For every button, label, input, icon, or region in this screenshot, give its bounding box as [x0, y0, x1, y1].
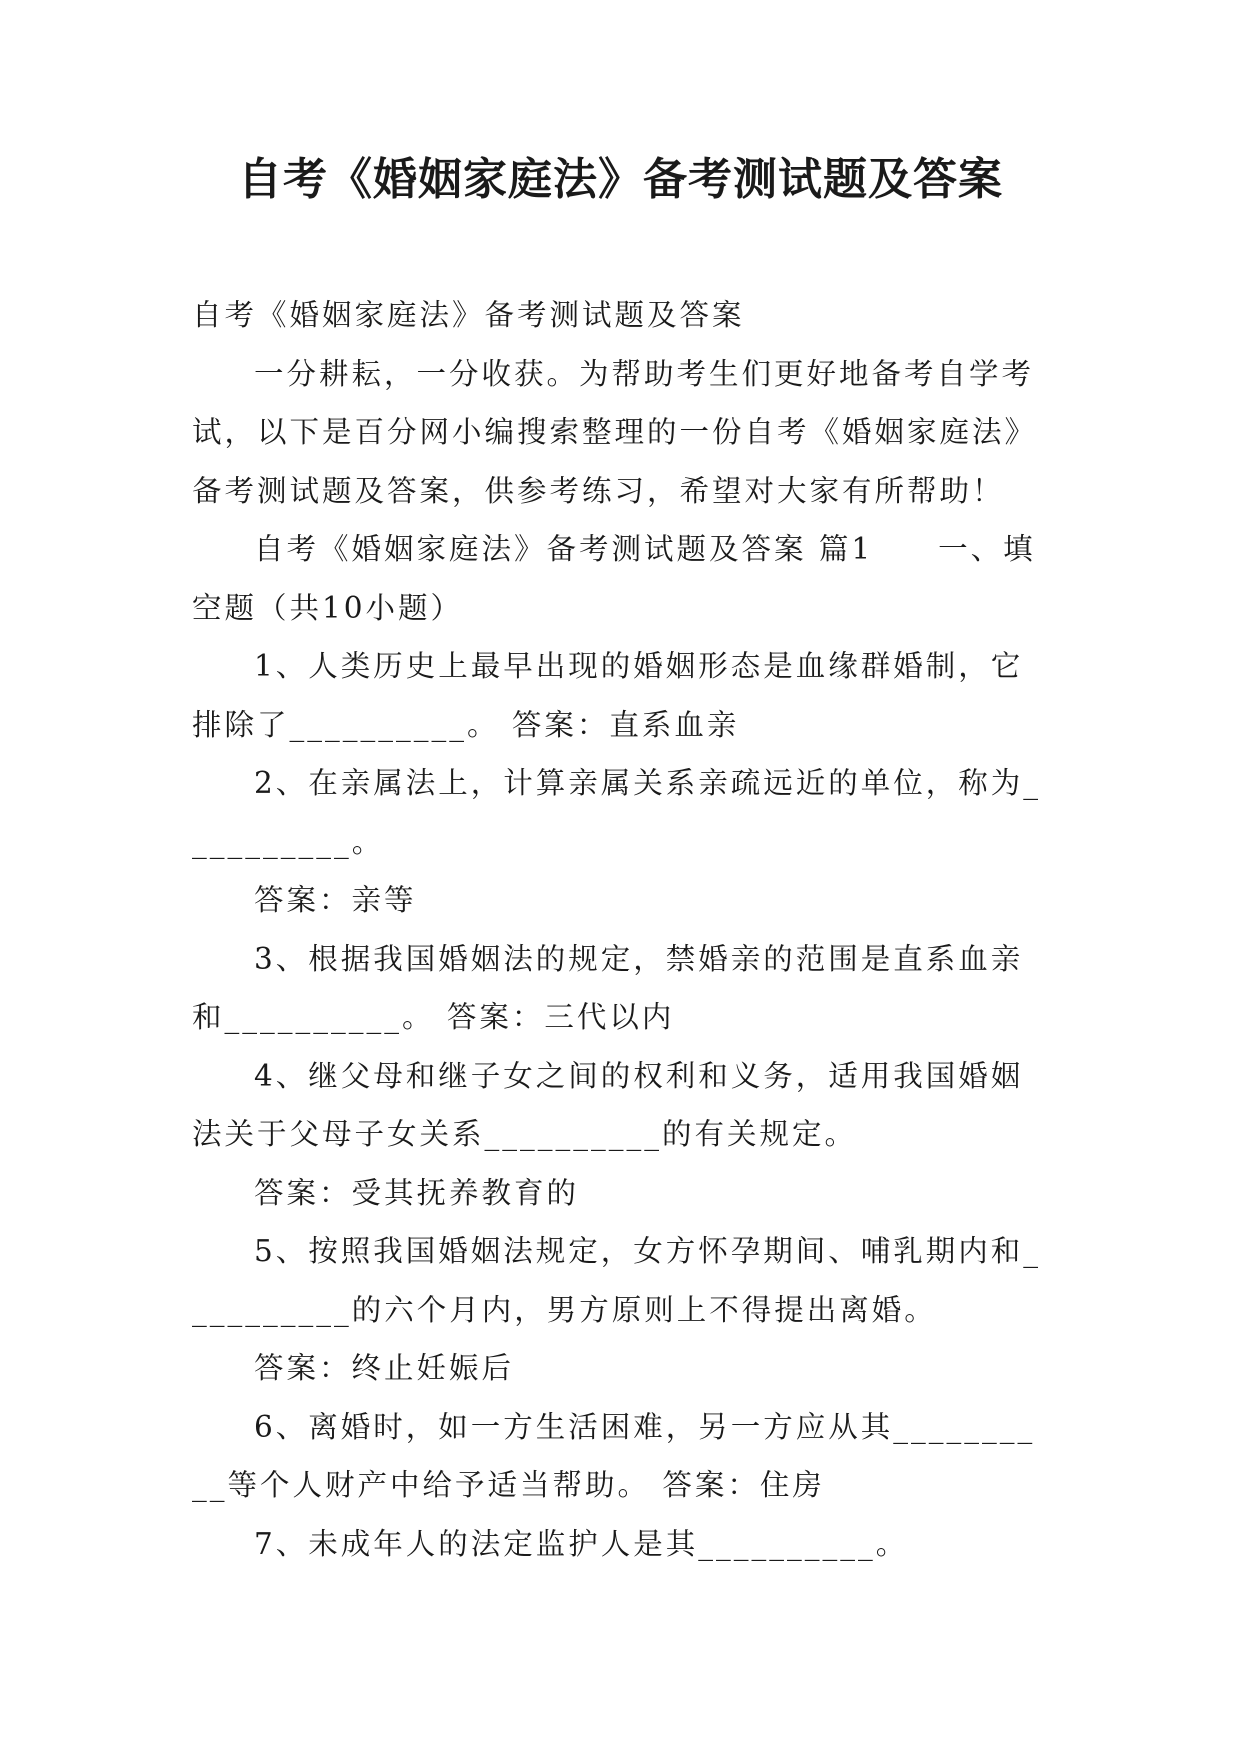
answer-2: 答案：亲等 — [254, 883, 417, 917]
paragraph-section-title: 自考《婚姻家庭法》备考测试题及答案 篇1 一、填空题（共10小题） — [192, 532, 1036, 625]
question-5: 5、按照我国婚姻法规定，女方怀孕期间、哺乳期内和__________的六个月内，男方原则上不得提出离婚。 — [192, 1234, 1042, 1327]
paragraph-heading: 自考《婚姻家庭法》备考测试题及答案 — [192, 298, 745, 332]
answer-4: 答案：受其抚养教育的 — [254, 1175, 580, 1210]
question-1: 1、人类历史上最早出现的婚姻形态是血缘群婚制，它排除了__________。 答案：直系血亲 — [192, 649, 1024, 742]
question-7: 7、未成年人的法定监护人是其__________。 — [254, 1526, 909, 1561]
question-4: 4、继父母和继子女之间的权利和义务，适用我国婚姻法关于父母子女关系__________的有关规定。 — [192, 1058, 1024, 1151]
question-2: 2、在亲属法上，计算亲属关系亲疏远近的单位，称为__________。 — [192, 766, 1042, 859]
document-body — [192, 286, 1052, 1573]
answer-5: 答案：终止妊娠后 — [254, 1351, 515, 1385]
question-6: 6、离婚时，如一方生活困难，另一方应从其__________等个人财产中给予适当帮助。 答案：住房 — [192, 1409, 1036, 1502]
question-3: 3、根据我国婚姻法的规定，禁婚亲的范围是直系血亲和__________。 答案：三代以内 — [192, 941, 1024, 1034]
document-title: 自考《婚姻家庭法》备考测试题及答案 — [238, 154, 1003, 205]
paragraph-intro: 一分耕耘，一分收获。为帮助考生们更好地备考自学考试，以下是百分网小编搜索整理的一份自考《婚姻家庭法》备考测试题及答案，供参考练习，希望对大家有所帮助！ — [192, 356, 1038, 508]
